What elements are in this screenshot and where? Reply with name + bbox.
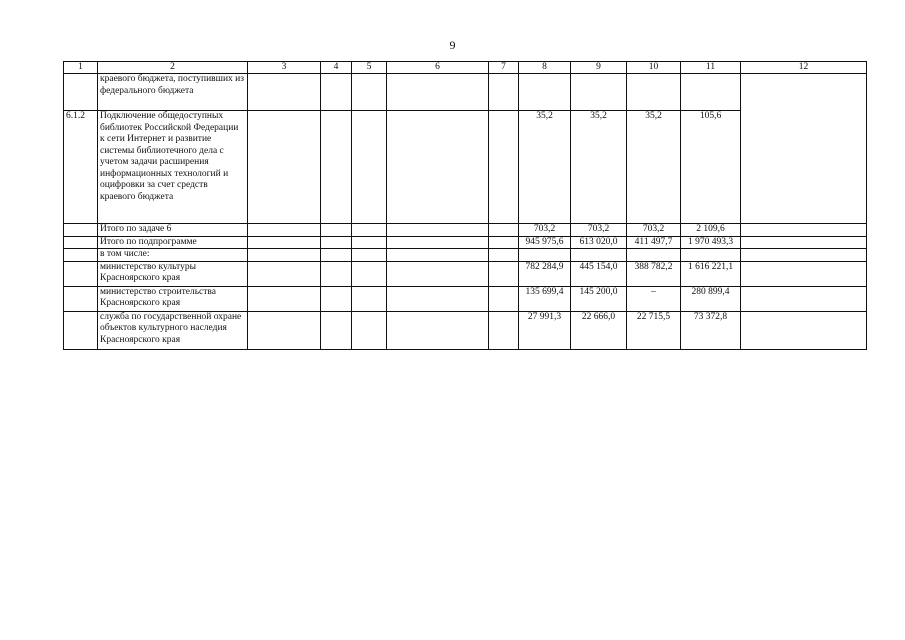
empty-cell: [248, 224, 321, 237]
empty-cell: [387, 261, 489, 286]
empty-cell: [321, 74, 352, 111]
empty-cell: [387, 236, 489, 249]
row-number-cell: [64, 311, 98, 349]
empty-cell: [248, 311, 321, 349]
row-description-cell: Итого по задаче 6: [98, 224, 248, 237]
empty-cell: [248, 249, 321, 262]
value-cell: [681, 249, 741, 262]
table-row: [64, 261, 867, 286]
empty-cell: [321, 236, 352, 249]
row-description-cell: министерство культуры Красноярского края: [98, 261, 248, 286]
empty-cell: [489, 111, 519, 224]
empty-cell: [321, 111, 352, 224]
column-header: 3: [248, 62, 321, 74]
empty-cell: [489, 311, 519, 349]
value-cell: 27 991,3: [519, 311, 571, 349]
empty-cell: [248, 286, 321, 311]
column-header: 9: [571, 62, 627, 74]
empty-cell: [489, 249, 519, 262]
empty-cell: [387, 286, 489, 311]
empty-cell: [248, 236, 321, 249]
budget-table: [63, 61, 867, 350]
column-header: 7: [489, 62, 519, 74]
empty-cell: [741, 249, 867, 262]
column-header: 5: [352, 62, 387, 74]
value-cell: 703,2: [571, 224, 627, 237]
empty-cell: [321, 311, 352, 349]
value-cell: 73 372,8: [681, 311, 741, 349]
row-number-cell: 6.1.2: [64, 111, 98, 224]
column-header: 2: [98, 62, 248, 74]
empty-cell: [387, 74, 489, 111]
table-row: [64, 249, 867, 262]
empty-cell: [352, 286, 387, 311]
value-cell: 35,2: [519, 111, 571, 224]
value-cell: 782 284,9: [519, 261, 571, 286]
column-header: 4: [321, 62, 352, 74]
empty-cell: [352, 111, 387, 224]
page-number: 9: [449, 38, 456, 52]
empty-cell: [741, 286, 867, 311]
value-cell: 145 200,0: [571, 286, 627, 311]
value-cell: [519, 74, 571, 111]
empty-cell: [387, 249, 489, 262]
value-cell: 1 616 221,1: [681, 261, 741, 286]
empty-cell: [352, 249, 387, 262]
empty-cell: [387, 111, 489, 224]
row-description-cell: министерство строительства Красноярского края: [98, 286, 248, 311]
empty-cell: [387, 224, 489, 237]
empty-cell: [248, 74, 321, 111]
row-number-cell: [64, 249, 98, 262]
empty-cell: [741, 261, 867, 286]
empty-cell: [489, 74, 519, 111]
value-cell: 135 699,4: [519, 286, 571, 311]
column-header: 8: [519, 62, 571, 74]
value-cell: 945 975,6: [519, 236, 571, 249]
column-header: 12: [741, 62, 867, 74]
empty-cell: [741, 224, 867, 237]
row-description-cell: Итого по подпрограмме: [98, 236, 248, 249]
row-number-cell: [64, 236, 98, 249]
empty-cell: [248, 111, 321, 224]
row-description-cell: краевого бюджета, поступивших из федерального бюджета: [98, 74, 248, 111]
empty-cell: [352, 224, 387, 237]
value-cell: [627, 249, 681, 262]
empty-cell: [741, 236, 867, 249]
row-number-cell: [64, 286, 98, 311]
value-cell: 411 497,7: [627, 236, 681, 249]
table-row: [64, 286, 867, 311]
table-row: [64, 236, 867, 249]
row-description-cell: служба по государственной охране объектов культурного наследия Красноярского края: [98, 311, 248, 349]
empty-cell: [741, 311, 867, 349]
value-cell: 22 715,5: [627, 311, 681, 349]
table-row: [64, 311, 867, 349]
column-header: 11: [681, 62, 741, 74]
empty-cell: [489, 261, 519, 286]
empty-cell: [489, 224, 519, 237]
value-cell: [571, 74, 627, 111]
value-cell: [571, 249, 627, 262]
value-cell: 280 899,4: [681, 286, 741, 311]
value-cell: 22 666,0: [571, 311, 627, 349]
empty-cell: [321, 261, 352, 286]
row-number-cell: [64, 261, 98, 286]
row-number-cell: [64, 224, 98, 237]
value-cell: [519, 249, 571, 262]
row-number-cell: [64, 74, 98, 111]
value-cell: 2 109,6: [681, 224, 741, 237]
empty-cell: [489, 286, 519, 311]
value-cell: 105,6: [681, 111, 741, 224]
value-cell: [681, 74, 741, 111]
empty-cell: [387, 311, 489, 349]
value-cell: 703,2: [519, 224, 571, 237]
row-description-cell: в том числе:: [98, 249, 248, 262]
column-number-row: [64, 62, 867, 74]
value-cell: 613 020,0: [571, 236, 627, 249]
value-cell: 388 782,2: [627, 261, 681, 286]
value-cell: 35,2: [627, 111, 681, 224]
empty-cell: [248, 261, 321, 286]
empty-cell: [352, 236, 387, 249]
empty-cell: [352, 261, 387, 286]
column-header: 1: [64, 62, 98, 74]
empty-cell: [352, 74, 387, 111]
value-cell: –: [627, 286, 681, 311]
empty-cell: [489, 236, 519, 249]
row-description-cell: Подключение общедоступных библиотек Российской Федерации к сети Интернет и развитие системы библиотечного дела с учетом задачи расширения информационных технологий и оцифровки за счет средств краевого бюджета: [98, 111, 248, 224]
empty-cell: [352, 311, 387, 349]
empty-cell: [321, 286, 352, 311]
value-cell: 703,2: [627, 224, 681, 237]
empty-cell: [741, 74, 867, 224]
value-cell: 1 970 493,3: [681, 236, 741, 249]
value-cell: 35,2: [571, 111, 627, 224]
value-cell: [627, 74, 681, 111]
value-cell: 445 154,0: [571, 261, 627, 286]
table-row: [64, 224, 867, 237]
empty-cell: [321, 224, 352, 237]
column-header: 6: [387, 62, 489, 74]
table-row: [64, 74, 867, 111]
empty-cell: [321, 249, 352, 262]
column-header: 10: [627, 62, 681, 74]
